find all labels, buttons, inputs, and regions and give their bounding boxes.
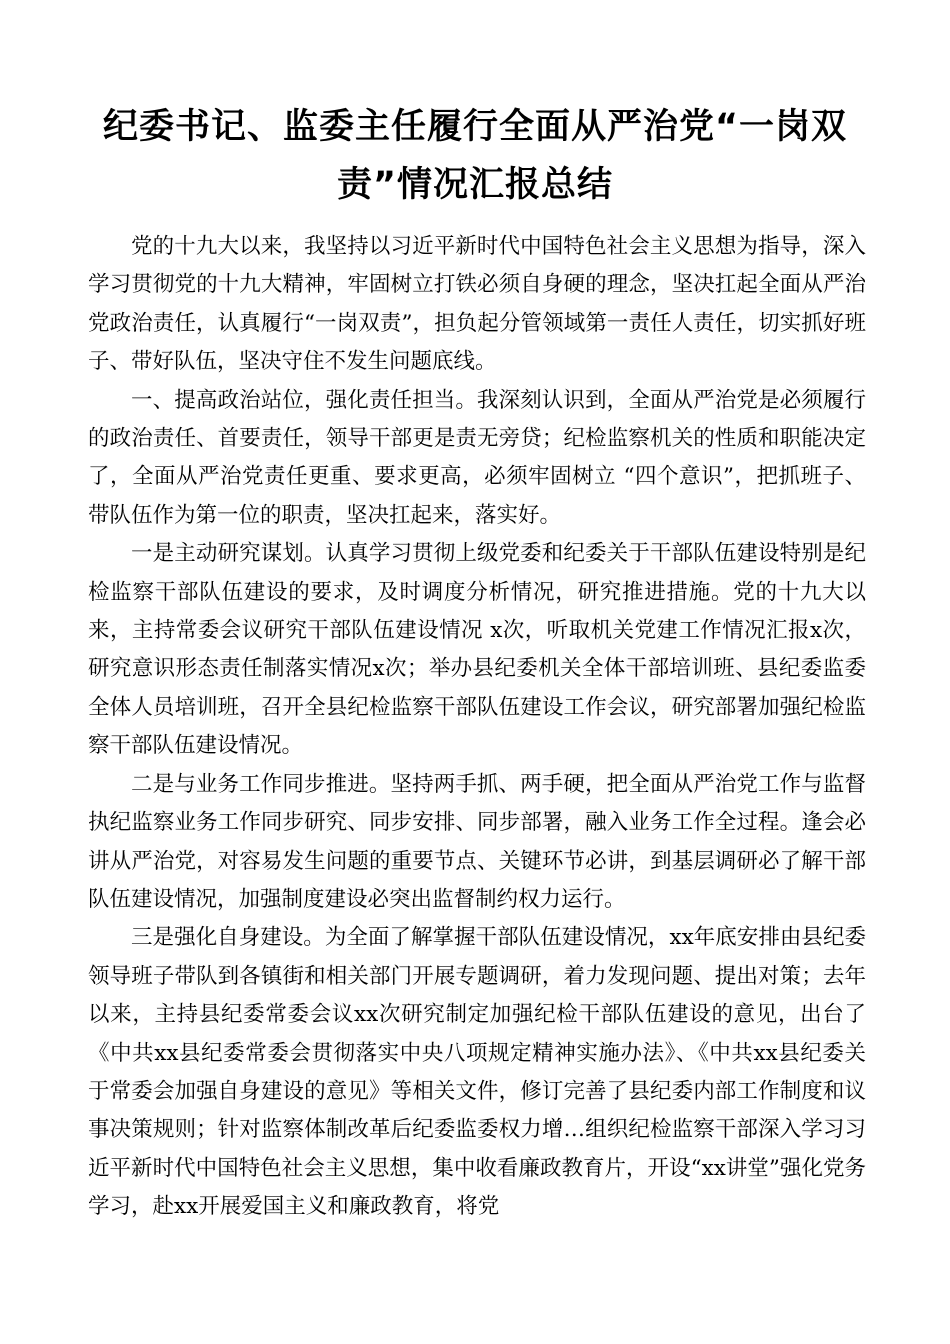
paragraph-point-1: 一是主动研究谋划。认真学习贯彻上级党委和纪委关于干部队伍建设特别是纪检监察干部队伍建设的要求，及时调度分析情况，研究推进措施。党的十九大以来，主持常委会议研究干部队伍建设情况 x次，听取机关党建工作情况汇报x次，研究意识形态责任制落实情况x次；举办县纪委机关全体干部培训班、县纪委监委全体人员培训班，召开全县纪检监察干部队伍建设工作会议，研究部署加强纪检监察干部队伍建设情况。 (88, 541, 866, 759)
paragraph-section-1: 一、提高政治站位，强化责任担当。我深刻认识到，全面从严治党是必须履行的政治责任、首要责任，领导干部更是责无旁贷；纪检监察机关的性质和职能决定了，全面从严治党责任更重、要求更高，必须牢固树立 “四个意识”，把抓班子、带队伍作为第一位的职责，坚决扛起来，落实好。 (88, 387, 866, 528)
title-line-1: 纪委书记、监委主任履行全面从严治党“一岗双 (102, 107, 847, 147)
paragraph-point-3: 三是强化自身建设。为全面了解掌握干部队伍建设情况，xx年底安排由县纪委领导班子带队到各镇街和相关部门开展专题调研，着力发现问题、提出对策；去年以来，主持县纪委常委会议xx次研究制定加强纪检干部队伍建设的意见，出台了《中共xx县纪委常委会贯彻落实中央八项规定精神实施办法》、《中共xx县纪委关于常委会加强自身建设的意见》等相关文件，修订完善了县纪委内部工作制度和议事决策规则；针对监察体制改革后纪委监委权力增…组织纪检监察干部深入学习习近平新时代中国特色社会主义思想，集中收看廉政教育片，开设“xx讲堂”强化党务学习，赴xx开展爱国主义和廉政教育，将党 (88, 925, 866, 1220)
document-body (88, 228, 866, 1227)
title-line-2: 责”情况汇报总结 (336, 165, 613, 205)
document-title (90, 98, 860, 214)
paragraph-point-2: 二是与业务工作同步推进。坚持两手抓、两手硬，把全面从严治党工作与监督执纪监察业务工作同步研究、同步安排、同步部署，融入业务工作全过程。逢会必讲从严治党，对容易发生问题的重要节点、关键环节必讲，到基层调研必了解干部队伍建设情况，加强制度建设必突出监督制约权力运行。 (88, 771, 866, 912)
paragraph-intro: 党的十九大以来，我坚持以习近平新时代中国特色社会主义思想为指导，深入学习贯彻党的十九大精神，牢固树立打铁必须自身硬的理念，坚决扛起全面从严治党政治责任，认真履行“一岗双责”，担负起分管领域第一责任人责任，切实抓好班子、带好队伍，坚决守住不发生问题底线。 (88, 234, 866, 375)
